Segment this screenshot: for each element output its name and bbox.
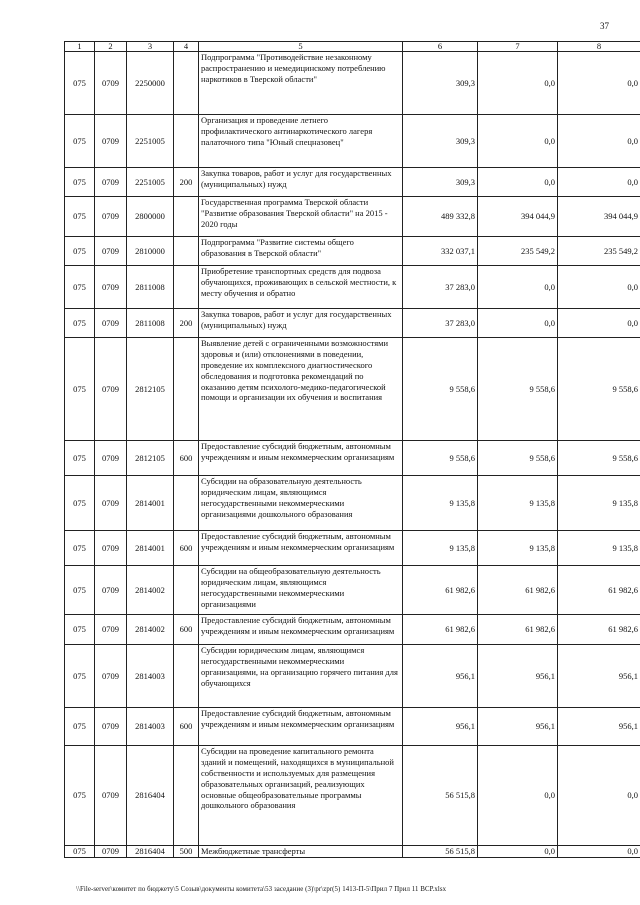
amount-2016-cell: 956,1 <box>478 708 558 746</box>
header-cell: 4 <box>174 42 199 52</box>
target-article-cell: 2812105 <box>127 338 174 441</box>
description-cell: Межбюджетные трансферты <box>199 846 403 858</box>
table-header-row <box>65 42 640 52</box>
amount-2017-cell: 0,0 <box>558 846 640 858</box>
admin-code-cell: 075 <box>65 615 95 645</box>
admin-code-cell: 075 <box>65 531 95 566</box>
amount-2015-cell: 309,3 <box>403 52 478 115</box>
amount-2016-cell: 0,0 <box>478 266 558 309</box>
amount-2016-cell: 9 558,6 <box>478 338 558 441</box>
expense-type-cell <box>174 115 199 168</box>
section-code-cell: 0709 <box>95 266 127 309</box>
table-row <box>65 52 640 115</box>
section-code-cell: 0709 <box>95 615 127 645</box>
section-code-cell: 0709 <box>95 566 127 615</box>
expense-type-cell <box>174 52 199 115</box>
section-code-cell: 0709 <box>95 338 127 441</box>
amount-2017-cell: 0,0 <box>558 266 640 309</box>
description-cell: Субсидии на проведение капитального ремонта зданий и помещений, находящихся в муниципальной собственности и используемых для размещения образовательных организаций, реализующих основные общеобразовательные программы дошкольного образования <box>199 746 403 846</box>
section-code-cell: 0709 <box>95 309 127 338</box>
admin-code-cell: 075 <box>65 197 95 237</box>
target-article-cell: 2814002 <box>127 615 174 645</box>
target-article-cell: 2811008 <box>127 266 174 309</box>
admin-code-cell: 075 <box>65 645 95 708</box>
amount-2016-cell: 9 135,8 <box>478 476 558 531</box>
amount-2016-cell: 0,0 <box>478 746 558 846</box>
amount-2015-cell: 56 515,8 <box>403 746 478 846</box>
admin-code-cell: 075 <box>65 708 95 746</box>
table-row <box>65 237 640 266</box>
expense-type-cell: 600 <box>174 441 199 476</box>
admin-code-cell: 075 <box>65 476 95 531</box>
header-cell: 2 <box>95 42 127 52</box>
header-cell: 5 <box>199 42 403 52</box>
table-row <box>65 746 640 846</box>
amount-2017-cell: 9 558,6 <box>558 338 640 441</box>
section-code-cell: 0709 <box>95 52 127 115</box>
description-cell: Подпрограмма "Развитие системы общего образования в Тверской области" <box>199 237 403 266</box>
amount-2015-cell: 56 515,8 <box>403 846 478 858</box>
expense-type-cell: 200 <box>174 309 199 338</box>
amount-2015-cell: 309,3 <box>403 168 478 197</box>
admin-code-cell: 075 <box>65 746 95 846</box>
amount-2017-cell: 9 135,8 <box>558 531 640 566</box>
description-cell: Выявление детей с ограниченными возможностями здоровья и (или) отклонениями в поведении, проведение их комплексного диагностического обследования и подготовка рекомендаций по оказанию детям психолого-медико-педагогической помощи и организации их обучения и воспитания <box>199 338 403 441</box>
amount-2015-cell: 9 135,8 <box>403 476 478 531</box>
expense-type-cell: 500 <box>174 846 199 858</box>
amount-2016-cell: 235 549,2 <box>478 237 558 266</box>
amount-2015-cell: 9 558,6 <box>403 338 478 441</box>
target-article-cell: 2814003 <box>127 645 174 708</box>
expense-type-cell <box>174 476 199 531</box>
header-cell: 7 <box>478 42 558 52</box>
table-row <box>65 197 640 237</box>
admin-code-cell: 075 <box>65 309 95 338</box>
amount-2015-cell: 37 283,0 <box>403 309 478 338</box>
amount-2015-cell: 956,1 <box>403 645 478 708</box>
target-article-cell: 2812105 <box>127 441 174 476</box>
amount-2016-cell: 394 044,9 <box>478 197 558 237</box>
section-code-cell: 0709 <box>95 645 127 708</box>
target-article-cell: 2814003 <box>127 708 174 746</box>
admin-code-cell: 075 <box>65 441 95 476</box>
header-cell: 3 <box>127 42 174 52</box>
description-cell: Организация и проведение летнего профилактического антинаркотического лагеря палаточного типа "Юный спецназовец" <box>199 115 403 168</box>
expense-type-cell: 600 <box>174 531 199 566</box>
target-article-cell: 2251005 <box>127 168 174 197</box>
description-cell: Предоставление субсидий бюджетным, автономным учреждениям и иным некоммерческим организациям <box>199 615 403 645</box>
expense-type-cell: 600 <box>174 615 199 645</box>
amount-2015-cell: 9 558,6 <box>403 441 478 476</box>
table-row <box>65 645 640 708</box>
description-cell: Приобретение транспортных средств для подвоза обучающихся, проживающих в сельской местности, к месту обучения и обратно <box>199 266 403 309</box>
amount-2016-cell: 0,0 <box>478 168 558 197</box>
target-article-cell: 2814001 <box>127 531 174 566</box>
section-code-cell: 0709 <box>95 846 127 858</box>
amount-2015-cell: 332 037,1 <box>403 237 478 266</box>
table-row <box>65 531 640 566</box>
description-cell: Предоставление субсидий бюджетным, автономным учреждениям и иным некоммерческим организациям <box>199 441 403 476</box>
admin-code-cell: 075 <box>65 566 95 615</box>
file-path-footer: \\File-server\комитет по бюджету\5 Созыв\документы комитета\53 заседание (3)\pr\zpr(5) 1413-П-5\Прил 7 Прил 11 ВСР.xlsx <box>76 886 447 893</box>
amount-2015-cell: 309,3 <box>403 115 478 168</box>
expense-type-cell <box>174 266 199 309</box>
admin-code-cell: 075 <box>65 168 95 197</box>
target-article-cell: 2811008 <box>127 309 174 338</box>
section-code-cell: 0709 <box>95 441 127 476</box>
table-row <box>65 441 640 476</box>
table-row <box>65 566 640 615</box>
table-row <box>65 309 640 338</box>
amount-2017-cell: 61 982,6 <box>558 566 640 615</box>
amount-2016-cell: 9 135,8 <box>478 531 558 566</box>
description-cell: Государственная программа Тверской области "Развитие образования Тверской области" на 2015 - 2020 годы <box>199 197 403 237</box>
amount-2017-cell: 235 549,2 <box>558 237 640 266</box>
amount-2017-cell: 394 044,9 <box>558 197 640 237</box>
description-cell: Субсидии на общеобразовательную деятельность юридическим лицам, являющимся негосударственными некоммерческими организациями <box>199 566 403 615</box>
amount-2015-cell: 489 332,8 <box>403 197 478 237</box>
amount-2017-cell: 0,0 <box>558 52 640 115</box>
admin-code-cell: 075 <box>65 115 95 168</box>
amount-2017-cell: 0,0 <box>558 746 640 846</box>
amount-2016-cell: 0,0 <box>478 309 558 338</box>
description-cell: Подпрограмма "Противодействие незаконному распространению и немедицинскому потреблению наркотиков в Тверской области" <box>199 52 403 115</box>
amount-2015-cell: 9 135,8 <box>403 531 478 566</box>
description-cell: Закупка товаров, работ и услуг для государственных (муниципальных) нужд <box>199 309 403 338</box>
admin-code-cell: 075 <box>65 266 95 309</box>
amount-2017-cell: 0,0 <box>558 309 640 338</box>
target-article-cell: 2800000 <box>127 197 174 237</box>
admin-code-cell: 075 <box>65 237 95 266</box>
section-code-cell: 0709 <box>95 708 127 746</box>
budget-table <box>64 41 640 858</box>
table-row <box>65 115 640 168</box>
description-cell: Субсидии юридическим лицам, являющимся негосударственными некоммерческими организациями, на организацию горячего питания для обучающихся <box>199 645 403 708</box>
amount-2015-cell: 61 982,6 <box>403 566 478 615</box>
description-cell: Субсидии на образовательную деятельность юридическим лицам, являющимся негосударственными некоммерческими организациями дошкольного образования <box>199 476 403 531</box>
expense-type-cell <box>174 197 199 237</box>
description-cell: Предоставление субсидий бюджетным, автономным учреждениям и иным некоммерческим организациям <box>199 708 403 746</box>
amount-2017-cell: 956,1 <box>558 708 640 746</box>
description-cell: Предоставление субсидий бюджетным, автономным учреждениям и иным некоммерческим организациям <box>199 531 403 566</box>
section-code-cell: 0709 <box>95 476 127 531</box>
admin-code-cell: 075 <box>65 338 95 441</box>
amount-2016-cell: 956,1 <box>478 645 558 708</box>
expense-type-cell <box>174 338 199 441</box>
amount-2017-cell: 0,0 <box>558 115 640 168</box>
admin-code-cell: 075 <box>65 52 95 115</box>
header-cell: 8 <box>558 42 640 52</box>
section-code-cell: 0709 <box>95 746 127 846</box>
amount-2016-cell: 0,0 <box>478 846 558 858</box>
amount-2016-cell: 61 982,6 <box>478 615 558 645</box>
amount-2016-cell: 0,0 <box>478 52 558 115</box>
expense-type-cell <box>174 237 199 266</box>
table-row <box>65 168 640 197</box>
table-row <box>65 846 640 858</box>
amount-2017-cell: 9 558,6 <box>558 441 640 476</box>
target-article-cell: 2814001 <box>127 476 174 531</box>
expense-type-cell <box>174 746 199 846</box>
description-cell: Закупка товаров, работ и услуг для государственных (муниципальных) нужд <box>199 168 403 197</box>
amount-2015-cell: 37 283,0 <box>403 266 478 309</box>
target-article-cell: 2810000 <box>127 237 174 266</box>
section-code-cell: 0709 <box>95 237 127 266</box>
amount-2016-cell: 0,0 <box>478 115 558 168</box>
section-code-cell: 0709 <box>95 115 127 168</box>
target-article-cell: 2814002 <box>127 566 174 615</box>
amount-2015-cell: 956,1 <box>403 708 478 746</box>
expense-type-cell <box>174 645 199 708</box>
header-cell: 6 <box>403 42 478 52</box>
expense-type-cell <box>174 566 199 615</box>
amount-2016-cell: 9 558,6 <box>478 441 558 476</box>
expense-type-cell: 200 <box>174 168 199 197</box>
amount-2017-cell: 9 135,8 <box>558 476 640 531</box>
amount-2017-cell: 61 982,6 <box>558 615 640 645</box>
amount-2017-cell: 0,0 <box>558 168 640 197</box>
header-cell: 1 <box>65 42 95 52</box>
section-code-cell: 0709 <box>95 531 127 566</box>
table-row <box>65 338 640 441</box>
expense-type-cell: 600 <box>174 708 199 746</box>
table-row <box>65 266 640 309</box>
target-article-cell: 2251005 <box>127 115 174 168</box>
target-article-cell: 2250000 <box>127 52 174 115</box>
section-code-cell: 0709 <box>95 168 127 197</box>
target-article-cell: 2816404 <box>127 846 174 858</box>
table-row <box>65 615 640 645</box>
section-code-cell: 0709 <box>95 197 127 237</box>
amount-2017-cell: 956,1 <box>558 645 640 708</box>
admin-code-cell: 075 <box>65 846 95 858</box>
table-row <box>65 476 640 531</box>
amount-2015-cell: 61 982,6 <box>403 615 478 645</box>
target-article-cell: 2816404 <box>127 746 174 846</box>
page-number: 37 <box>600 21 609 31</box>
table-row <box>65 708 640 746</box>
amount-2016-cell: 61 982,6 <box>478 566 558 615</box>
